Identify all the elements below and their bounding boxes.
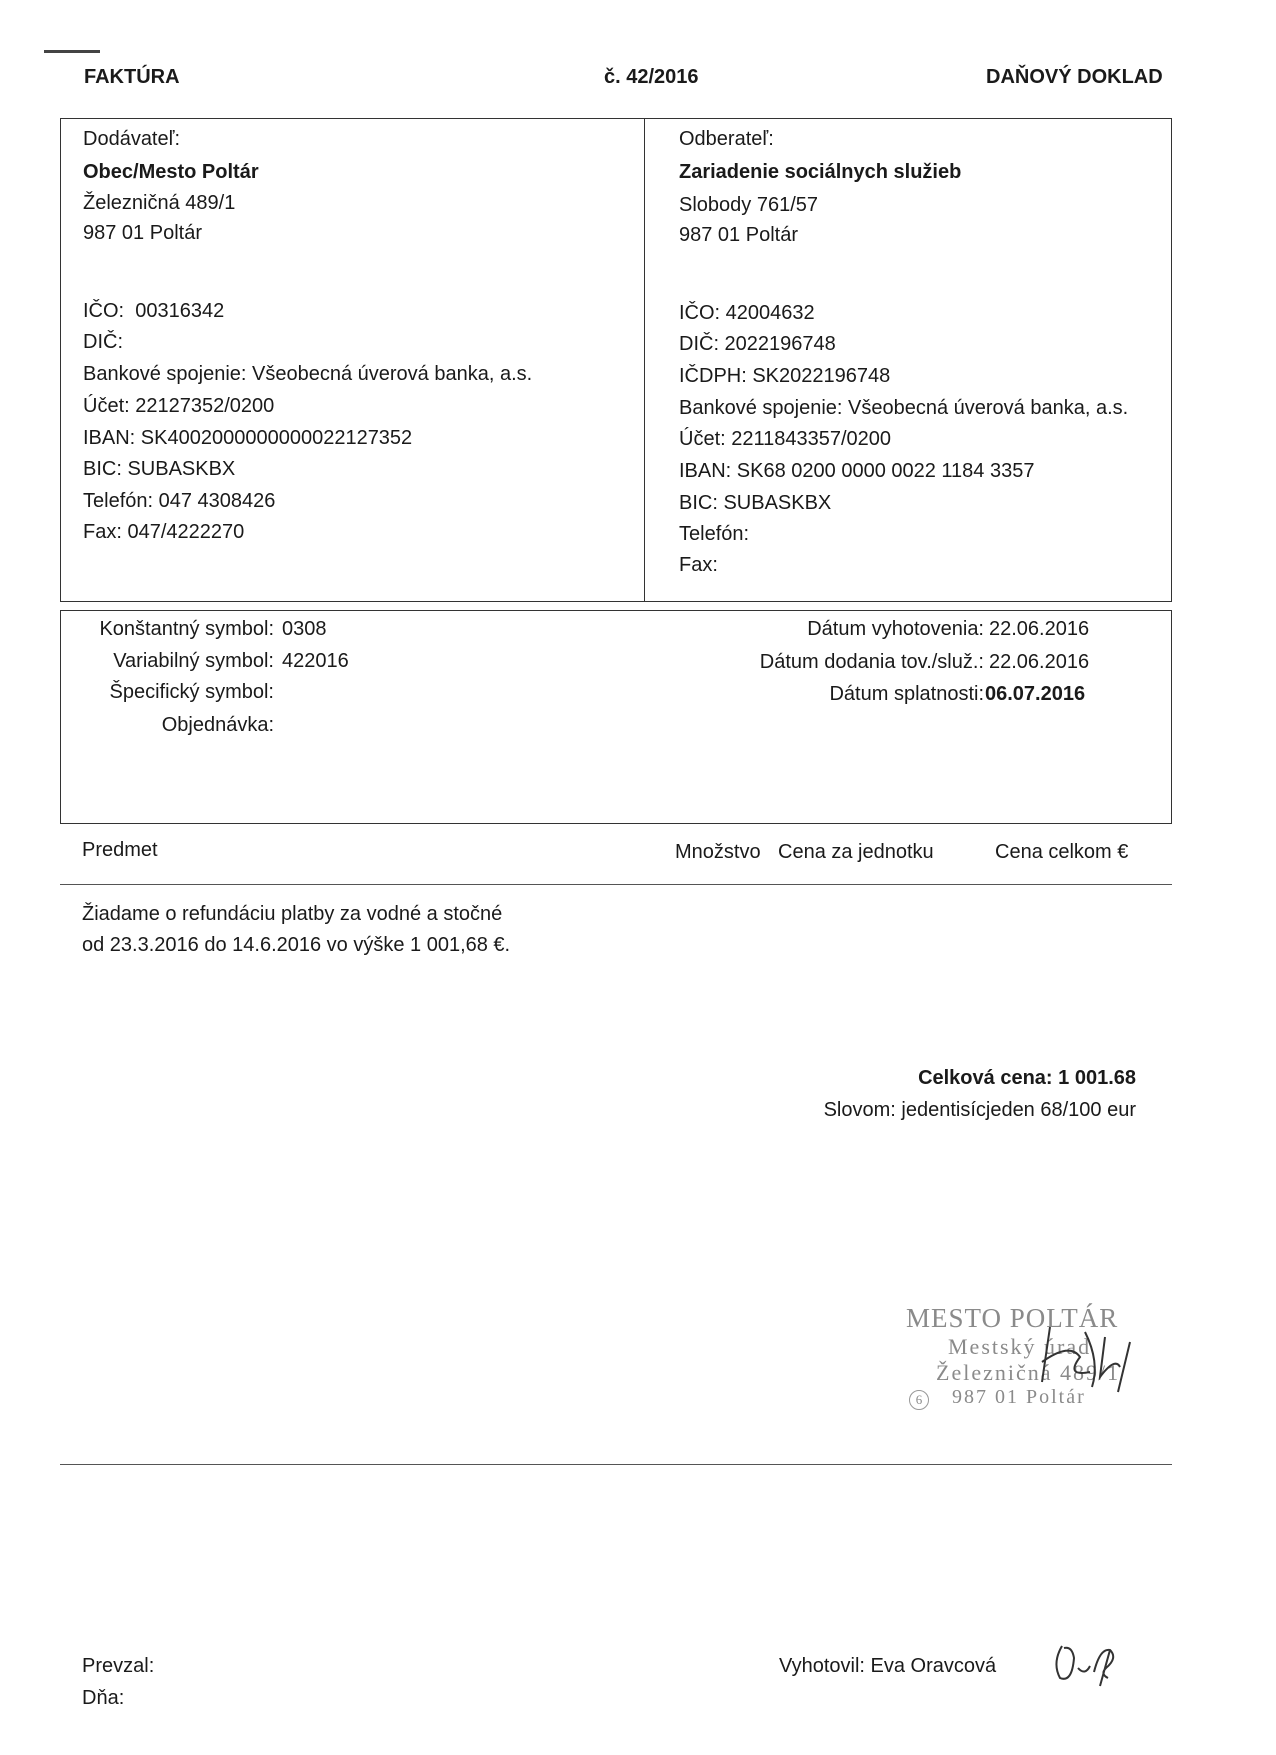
customer-bank: Bankové spojenie: Všeobecná úverová banka, a.s. (679, 397, 1129, 419)
constant-symbol-label: Konštantný symbol: (99, 618, 274, 640)
item-description-line2: od 23.3.2016 do 14.6.2016 vo výške 1 001,68 €. (82, 934, 511, 956)
stamp-badge: 6 (909, 1390, 929, 1410)
supplier-ico: IČO: 00316342 (83, 300, 225, 322)
items-subject-header: Predmet (82, 839, 158, 861)
customer-ico: IČO: 42004632 (679, 302, 815, 324)
items-total-header: Cena celkom € (995, 841, 1129, 863)
supplier-dic: DIČ: (83, 331, 123, 353)
item-description-line1: Žiadame o refundáciu platby za vodné a stočné (82, 903, 503, 925)
received-date-label: Dňa: (82, 1687, 125, 1709)
customer-name: Zariadenie sociálnych služieb (679, 161, 962, 183)
supplier-fax: Fax: 047/4222270 (83, 521, 245, 543)
issue-date-label: Dátum vyhotovenia: (807, 618, 984, 640)
customer-icdph: IČDPH: SK2022196748 (679, 365, 891, 387)
customer-bic: BIC: SUBASKBX (679, 492, 832, 514)
issue-date-value: 22.06.2016 (989, 618, 1090, 640)
stamp-line2: Mestský úrad (948, 1334, 1092, 1359)
customer-fax: Fax: (679, 554, 718, 576)
delivery-date-label: Dátum dodania tov./služ.: (759, 651, 984, 673)
customer-iban: IBAN: SK68 0200 0000 0022 1184 3357 (679, 460, 1035, 482)
due-date-value: 06.07.2016 (985, 683, 1086, 705)
supplier-bank: Bankové spojenie: Všeobecná úverová banka, a.s. (83, 363, 533, 385)
supplier-name: Obec/Mesto Poltár (83, 161, 259, 183)
stamp-signature-icon (1030, 1322, 1140, 1397)
customer-street: Slobody 761/57 (679, 194, 819, 216)
delivery-date-value: 22.06.2016 (989, 651, 1090, 673)
supplier-label: Dodávateľ: (83, 128, 181, 150)
issued-by: Vyhotovil: Eva Oravcová (779, 1655, 997, 1677)
customer-dic: DIČ: 2022196748 (679, 333, 836, 355)
footer-rule (60, 1464, 1172, 1465)
supplier-city: 987 01 Poltár (83, 222, 202, 244)
variable-symbol-label: Variabilný symbol: (113, 650, 274, 672)
total-price (700, 1063, 1136, 1094)
customer-phone: Telefón: (679, 523, 750, 545)
stamp-line1: MESTO POLTÁR (906, 1303, 1119, 1333)
parties-divider (644, 118, 645, 602)
items-header-rule (60, 884, 1172, 885)
issuer-signature-icon (1050, 1638, 1130, 1688)
scan-mark (44, 50, 100, 53)
customer-city: 987 01 Poltár (679, 224, 798, 246)
document-type: DAŇOVÝ DOKLAD (986, 66, 1163, 88)
received-by-label: Prevzal: (82, 1655, 155, 1677)
stamp-line3: Železničná 489/1 (936, 1360, 1121, 1385)
stamp-line4: 987 01 Poltár (952, 1386, 1086, 1408)
invoice-number: č. 42/2016 (604, 66, 699, 88)
supplier-account: Účet: 22127352/0200 (83, 395, 275, 417)
supplier-street: Železničná 489/1 (83, 192, 236, 214)
variable-symbol-value: 422016 (282, 650, 349, 672)
supplier-iban: IBAN: SK4002000000000022127352 (83, 427, 413, 449)
constant-symbol-value: 0308 (282, 618, 327, 640)
due-date-label: Dátum splatnosti: (829, 683, 984, 705)
document-title: FAKTÚRA (84, 66, 180, 88)
total-in-words: Slovom: jedentisícjeden 68/100 eur (823, 1099, 1136, 1121)
customer-label: Odberateľ: (679, 128, 774, 150)
specific-symbol-label: Špecifický symbol: (109, 681, 274, 703)
customer-account: Účet: 2211843357/0200 (679, 428, 892, 450)
items-unit-price-header: Cena za jednotku (778, 841, 934, 863)
supplier-phone: Telefón: 047 4308426 (83, 490, 276, 512)
supplier-bic: BIC: SUBASKBX (83, 458, 236, 480)
order-label: Objednávka: (161, 714, 274, 736)
items-quantity-header: Množstvo (675, 841, 761, 863)
total-price-label: Celková cena: (918, 1067, 1053, 1089)
total-price-value: 1 001.68 (1058, 1067, 1136, 1089)
